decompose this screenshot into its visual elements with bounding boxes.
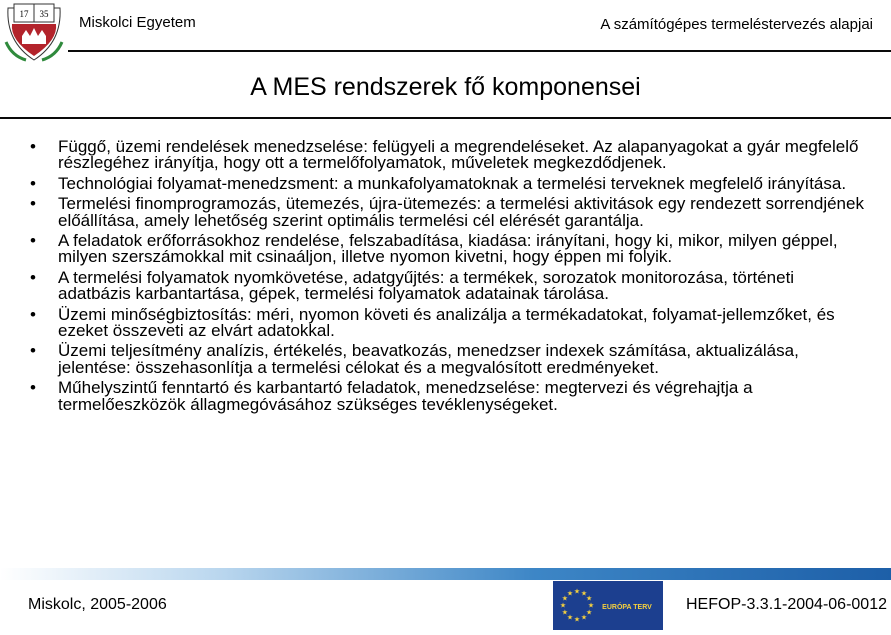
eu-star-icon: ★ <box>566 614 574 622</box>
university-name: Miskolci Egyetem <box>79 14 196 31</box>
list-item <box>30 380 870 413</box>
eu-stars-icon <box>560 588 594 624</box>
bullet-icon: • <box>30 304 36 324</box>
logo-year-right: 35 <box>39 9 49 19</box>
list-item-text: Technológiai folyamat-menedzsment: a munkafolyamatoknak a termelési terveknek megfelelő irányítása. <box>58 173 847 193</box>
logo-year-left: 17 <box>19 9 29 19</box>
eu-star-icon: ★ <box>573 616 581 624</box>
eu-star-icon: ★ <box>559 602 567 610</box>
eu-star-icon: ★ <box>561 609 569 617</box>
slide-title: A MES rendszerek fő komponensei <box>250 73 641 101</box>
list-item <box>30 343 870 376</box>
bullet-icon: • <box>30 137 36 156</box>
list-item-text: A termelési folyamatok nyomkövetése, adatgyűjtés: a termékek, sorozatok monitorozása, történeti adatbázis karbantartása, gépek, termelési folyamatok adatainak tárolása. <box>58 267 795 304</box>
list-item <box>30 139 870 172</box>
bullet-icon: • <box>30 378 36 398</box>
list-item <box>30 304 870 341</box>
bullet-icon: • <box>30 231 36 251</box>
project-code: HEFOP-3.3.1-2004-06-0012 <box>686 596 887 613</box>
bullet-icon: • <box>30 341 36 361</box>
bullet-icon: • <box>30 173 36 193</box>
list-item <box>30 196 870 229</box>
eu-star-icon: ★ <box>587 602 595 610</box>
list-item-text: Függő, üzemi rendelések menedzselése: felügyeli a megrendeléseket. Az alapanyagokat a gyár megfelelő részlegéhez irányítja, hogy ott a termelőfolyamatok, műveletek megkezdődjenek. <box>58 137 859 173</box>
eu-star-icon: ★ <box>580 590 588 598</box>
footer-place-date: Miskolc, 2005-2006 <box>28 596 167 613</box>
list-item <box>30 173 870 193</box>
eu-star-icon: ★ <box>585 609 593 617</box>
list-item-text: Műhelyszintű fenntartó és karbantartó feladatok, menedzselése: megtervezi és végrehajtja a termelőeszközök állagmegóvásához szükséges tevéklenységeket. <box>58 378 753 414</box>
footer-band <box>0 568 891 580</box>
eu-label: EURÓPA TERV <box>602 604 652 611</box>
list-item <box>30 233 870 266</box>
list-item-text: Termelési finomprogramozás, ütemezés, újra-ütemezés: a termelési aktivitások egy rendezett sorrendjének előállítása, amely lehetőség szerint optimális termelési cél elérését garantálja. <box>58 194 864 230</box>
university-logo <box>4 2 64 64</box>
eu-star-icon: ★ <box>585 595 593 603</box>
eu-star-icon: ★ <box>566 590 574 598</box>
list-item-text: A feladatok erőforrásokhoz rendelése, felszabadítása, kiadása: irányítani, hogy ki, mikor, milyen géppel, milyen szerszámokkal mit csinaáljon, illetve nyomon kivetni, hogy éppen mi folyik. <box>58 231 838 267</box>
bullet-icon: • <box>30 194 36 214</box>
eu-star-icon: ★ <box>573 588 581 596</box>
course-title: A számítógépes termeléstervezés alapjai <box>600 16 873 33</box>
list-item-text: Üzemi minőségbiztosítás: méri, nyomon követi és analizálja a termékadatokat, folyamat-jellemzőket, és ezeket összeveti az elvárt adatokkal. <box>58 304 835 341</box>
header-divider <box>68 50 891 52</box>
list-item <box>30 267 870 304</box>
bullet-list <box>30 139 870 417</box>
eu-logo <box>553 581 663 630</box>
list-item-text: Üzemi teljesítmény analízis, értékelés, beavatkozás, menedzser indexek számítása, aktualizálása, jelentése: összehasonlítja a termelési célokat és a megvalósított eredményeket. <box>58 341 799 377</box>
bullet-icon: • <box>30 267 36 287</box>
eu-star-icon: ★ <box>580 614 588 622</box>
eu-star-icon: ★ <box>561 595 569 603</box>
title-divider <box>0 117 891 119</box>
